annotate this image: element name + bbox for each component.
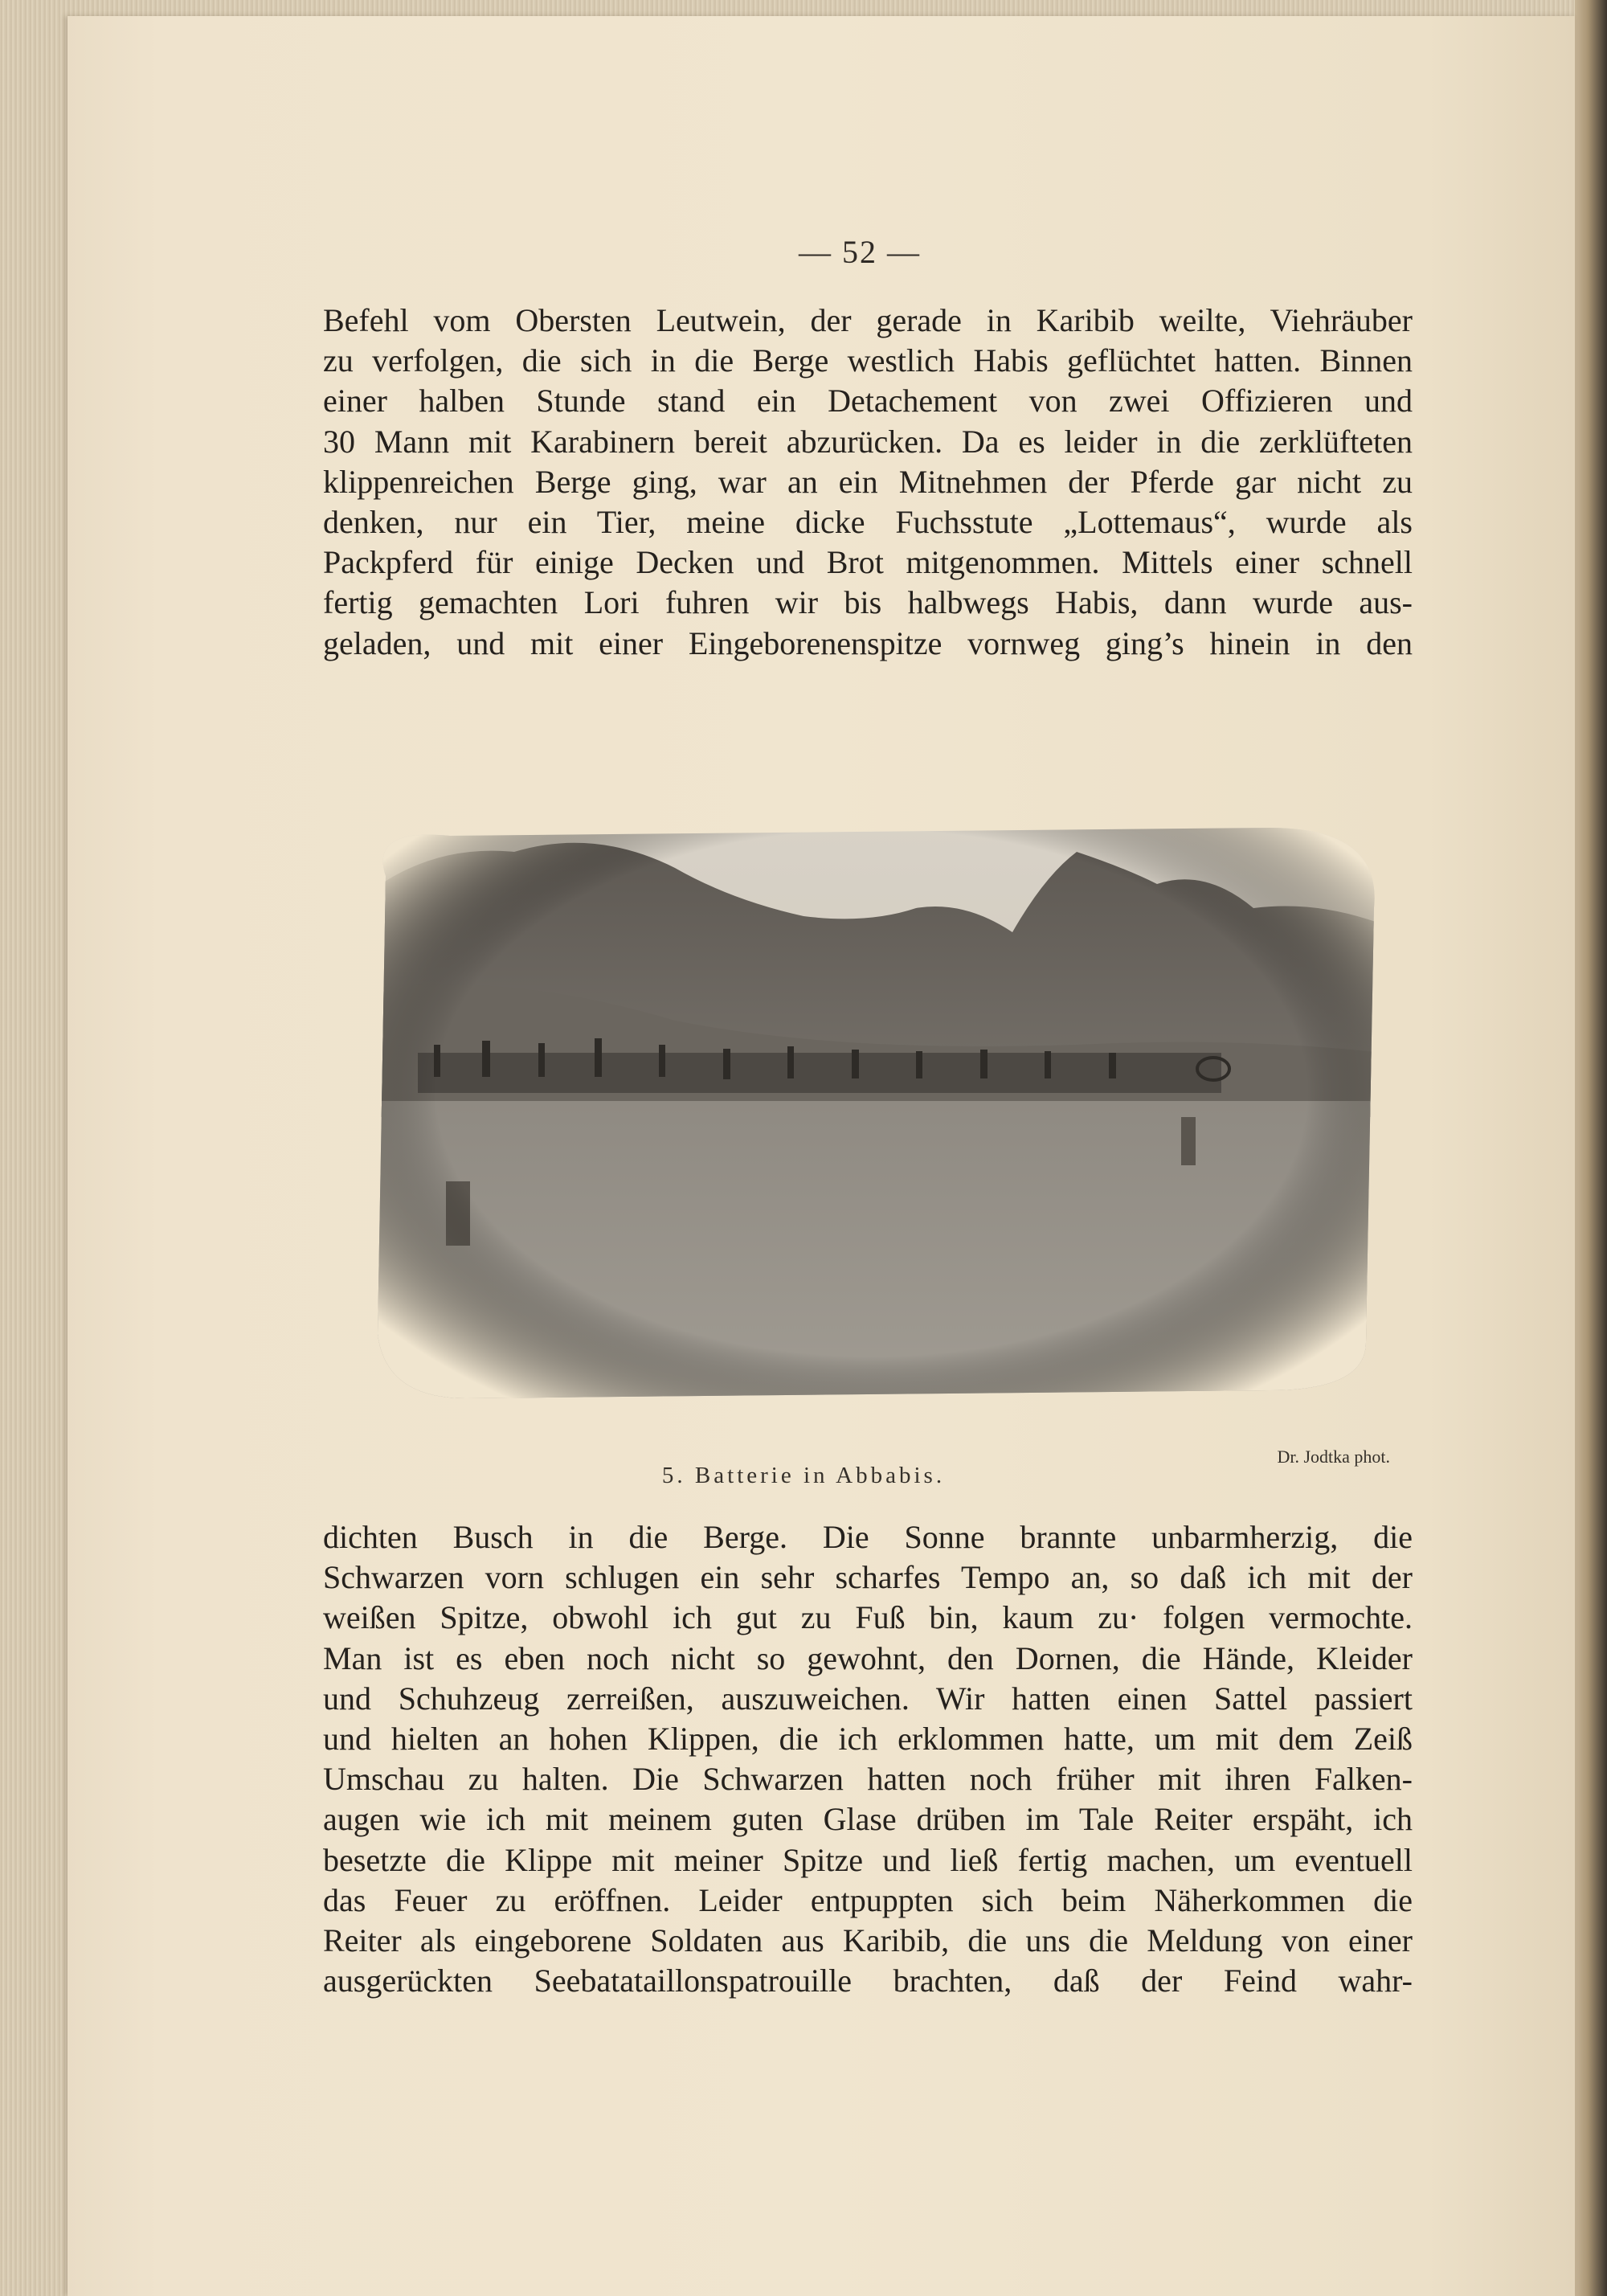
- text-line: Umschau zu halten. Die Schwarzen hatten noch früher mit ihren Falken-: [323, 1761, 1413, 1798]
- photo-credit: Dr. Jodtka phot.: [1277, 1447, 1390, 1467]
- text-line: zu verfolgen, die sich in die Berge westlich Habis geflüchtet hatten. Binnen: [323, 342, 1413, 379]
- text-line: augen wie ich mit meinem guten Glase drüben im Tale Reiter erspäht, ich: [323, 1801, 1413, 1838]
- text-line: und hielten an hohen Klippen, die ich erklommen hatte, um mit dem Zeiß: [323, 1720, 1413, 1757]
- page-number: — 52 —: [799, 234, 921, 270]
- text-line: fertig gemachten Lori fuhren wir bis halbwegs Habis, dann wurde aus-: [323, 584, 1413, 621]
- text-line: dichten Busch in die Berge. Die Sonne brannte unbarmherzig, die: [323, 1519, 1413, 1555]
- text-line: geladen, und mit einer Eingeborenenspitze vornweg ging’s hinein in den: [323, 624, 1413, 661]
- text-line: Schwarzen vorn schlugen ein sehr scharfes Tempo an, so daß ich mit der: [323, 1559, 1413, 1596]
- body-text-top: [323, 301, 1413, 664]
- text-line: und Schuhzeug zerreißen, auszuweichen. Wir hatten einen Sattel passiert: [323, 1680, 1413, 1717]
- text-line: Reiter als eingeborene Soldaten aus Karibib, die uns die Meldung von einer: [323, 1922, 1413, 1958]
- body-text-bottom: [323, 1517, 1413, 2001]
- photo-illustration: [354, 780, 1390, 1406]
- text-line: besetzte die Klippe mit meiner Spitze und ließ fertig machen, um eventuell: [323, 1841, 1413, 1878]
- text-line: das Feuer zu eröffnen. Leider entpuppten sich beim Näherkommen die: [323, 1881, 1413, 1918]
- text-line: klippenreichen Berge ging, war an ein Mitnehmen der Pferde gar nicht zu: [323, 463, 1413, 500]
- text-line: Befehl vom Obersten Leutwein, der gerade in Karibib weilte, Viehräuber: [323, 302, 1413, 338]
- text-line: Packpferd für einige Decken und Brot mitgenommen. Mittels einer schnell: [323, 544, 1413, 581]
- text-line: Man ist es eben noch nicht so gewohnt, den Dornen, die Hände, Kleider: [323, 1639, 1413, 1676]
- figure-caption: 5. Batterie in Abbabis.: [661, 1463, 946, 1488]
- text-line: 30 Mann mit Karabinern bereit abzurücken. Da es leider in die zerklüfteten: [323, 423, 1413, 460]
- text-line: einer halben Stunde stand ein Detachement von zwei Offizieren und: [323, 383, 1413, 420]
- text-line: weißen Spitze, obwohl ich gut zu Fuß bin, kaum zu· folgen vermochte.: [323, 1599, 1413, 1636]
- book-binding: [1575, 0, 1607, 2296]
- text-line: ausgerückten Seebatataillonspatrouille brachten, daß der Feind wahr-: [323, 1962, 1413, 1999]
- text-line: denken, nur ein Tier, meine dicke Fuchsstute „Lottemaus“, wurde als: [323, 503, 1413, 540]
- photograph-batterie: [354, 780, 1390, 1406]
